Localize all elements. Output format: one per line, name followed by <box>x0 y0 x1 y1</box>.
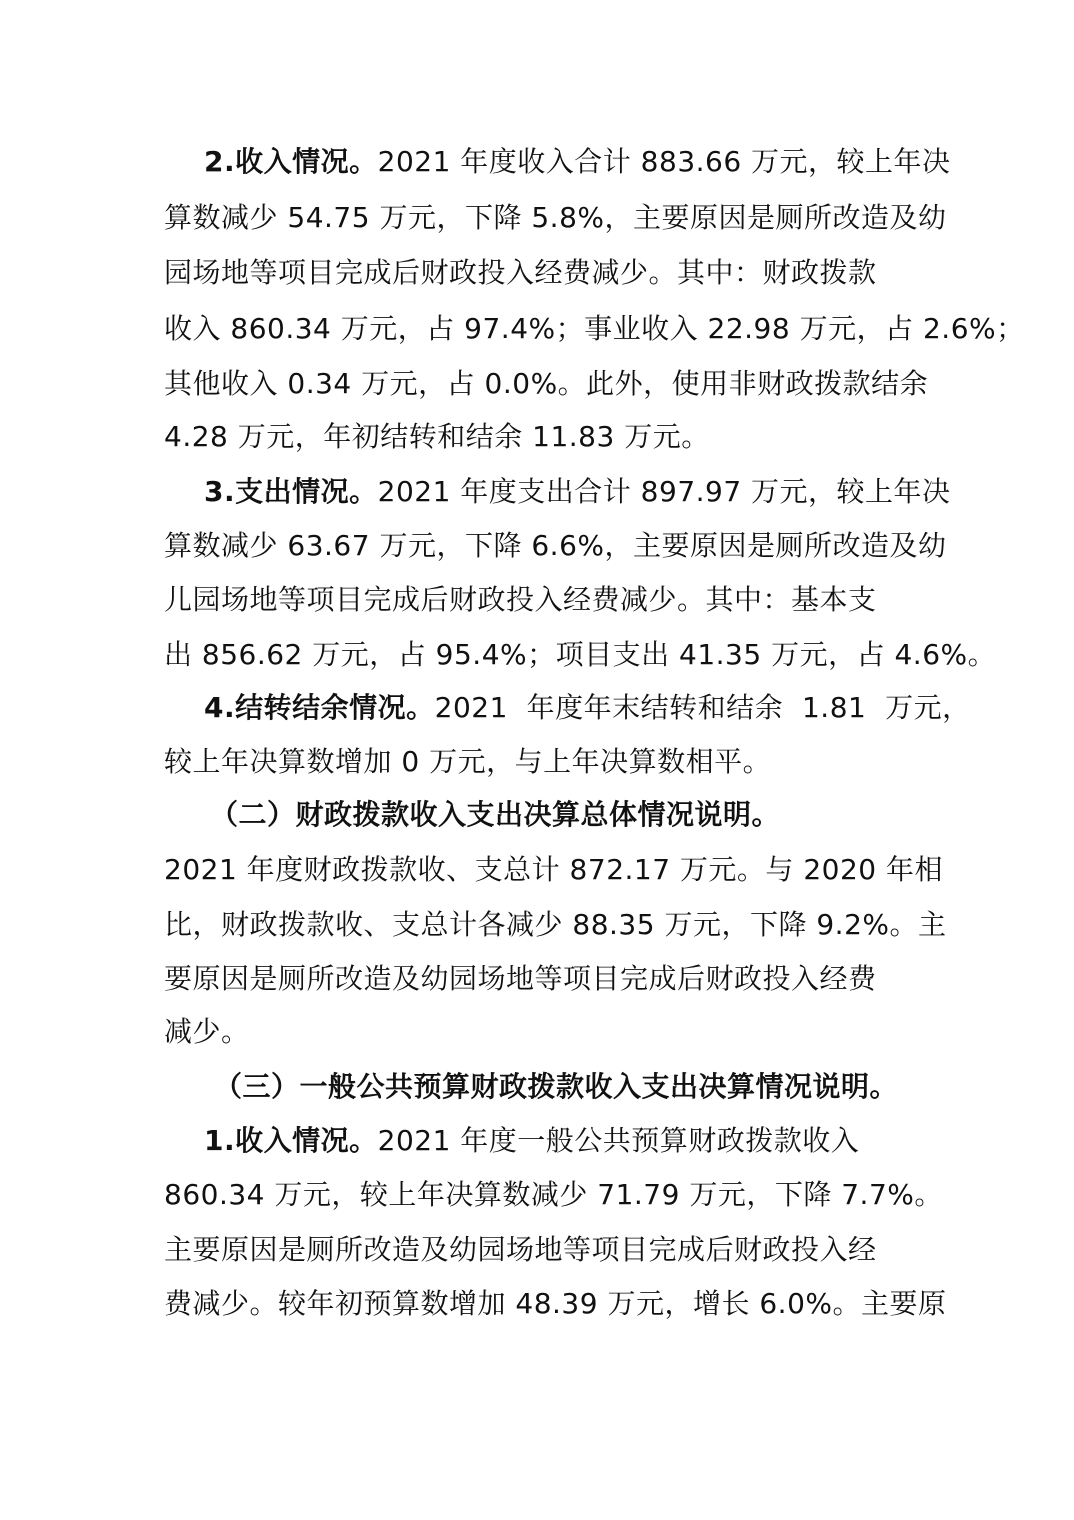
paragraph-heading: 3.支出情况。 <box>204 475 378 508</box>
paragraph-heading: 1.收入情况。 <box>204 1124 378 1157</box>
paragraph-line: 4.28 万元，年初结转和结余 11.83 万元。 <box>164 420 710 453</box>
paragraph-line: 2021 年度财政拨款收、支总计 872.17 万元。与 2020 年相 <box>164 853 943 886</box>
paragraph-line: 费减少。较年初预算数增加 48.39 万元，增长 6.0%。主要原 <box>164 1287 947 1320</box>
paragraph-line: 要原因是厕所改造及幼园场地等项目完成后财政投入经费 <box>164 962 877 995</box>
paragraph-text: 2021 年度一般公共预算财政拨款收入 <box>377 1124 860 1157</box>
paragraph-line: 算数减少 63.67 万元，下降 6.6%，主要原因是厕所改造及幼 <box>164 529 947 562</box>
paragraph-line: 算数减少 54.75 万元，下降 5.8%，主要原因是厕所改造及幼 <box>164 201 947 234</box>
paragraph-line: 出 856.62 万元，占 95.4%；项目支出 41.35 万元，占 4.6%。 <box>164 638 997 671</box>
paragraph-line <box>204 145 951 179</box>
paragraph-line: 比，财政拨款收、支总计各减少 88.35 万元，下降 9.2%。主 <box>164 908 947 941</box>
section-heading: （二）财政拨款收入支出决算总体情况说明。 <box>210 798 781 831</box>
paragraph-text: 2021 年度支出合计 897.97 万元，较上年决 <box>377 475 951 508</box>
paragraph-line: 收入 860.34 万元，占 97.4%；事业收入 22.98 万元，占 2.6%； <box>164 312 1025 345</box>
paragraph-line: 园场地等项目完成后财政投入经费减少。其中：财政拨款 <box>164 256 877 289</box>
section-heading: （三）一般公共预算财政拨款收入支出决算情况说明。 <box>214 1070 899 1103</box>
paragraph-line: 儿园场地等项目完成后财政投入经费减少。其中：基本支 <box>164 583 877 616</box>
paragraph-heading: 2.收入情况。 <box>204 145 378 178</box>
paragraph-line: 860.34 万元，较上年决算数减少 71.79 万元，下降 7.7%。 <box>164 1178 943 1211</box>
paragraph-line: 主要原因是厕所改造及幼园场地等项目完成后财政投入经 <box>164 1233 877 1266</box>
paragraph-line <box>204 1124 859 1158</box>
paragraph-line <box>204 691 971 725</box>
paragraph-line: 较上年决算数增加 0 万元，与上年决算数相平。 <box>164 745 772 778</box>
paragraph-line: 减少。 <box>164 1015 250 1048</box>
paragraph-line <box>204 475 951 509</box>
paragraph-text: 2021 年度收入合计 883.66 万元，较上年决 <box>377 145 951 178</box>
paragraph-heading: 4.结转结余情况。 <box>204 691 435 724</box>
paragraph-line: 其他收入 0.34 万元，占 0.0%。此外，使用非财政拨款结余 <box>164 367 929 400</box>
paragraph-text: 2021 年度年末结转和结余 1.81 万元， <box>434 691 971 724</box>
